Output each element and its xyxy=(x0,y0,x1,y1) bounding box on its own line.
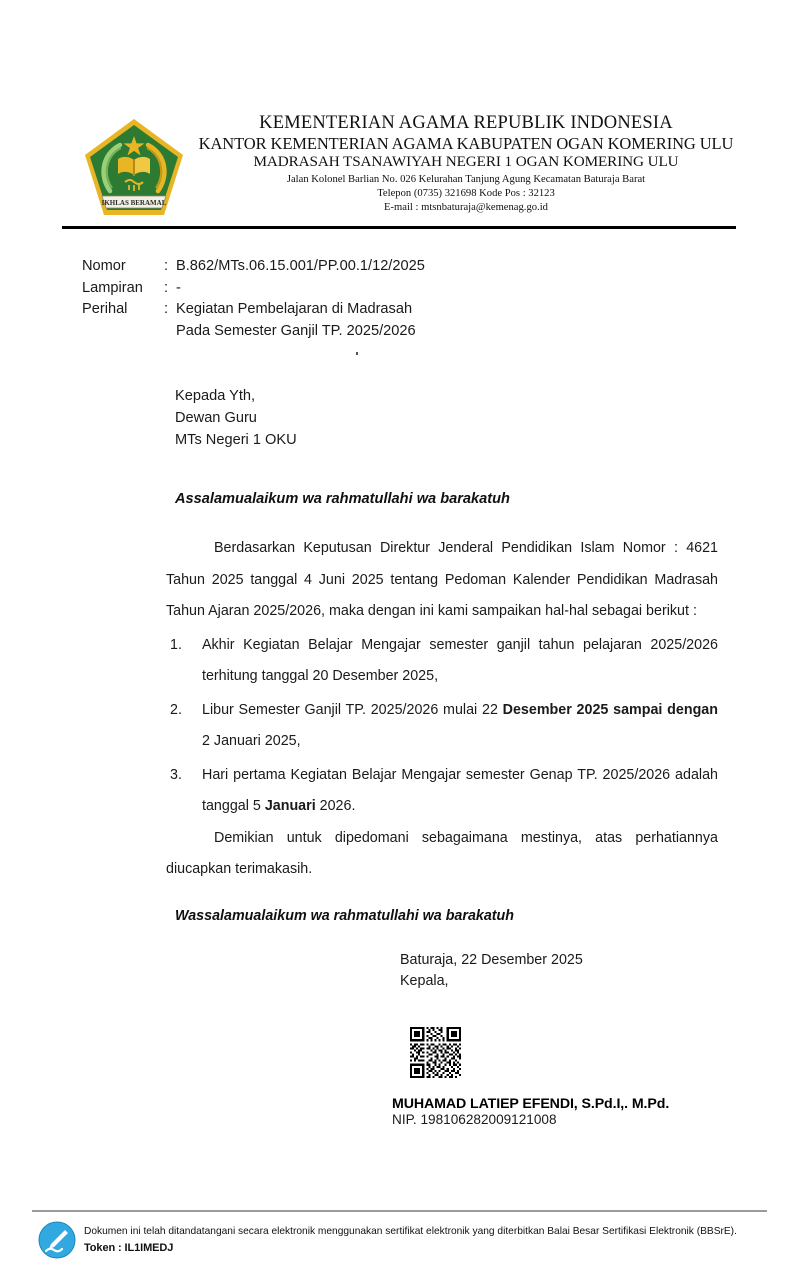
qr-code-icon xyxy=(410,1027,461,1078)
addressee-line-3: MTs Negeri 1 OKU xyxy=(175,432,297,448)
letterhead-phone: Telepon (0735) 321698 Kode Pos : 32123 xyxy=(377,188,555,199)
perihal-value: Kegiatan Pembelajaran di Madrasah xyxy=(176,301,413,317)
nomor-value: B.862/MTs.06.15.001/PP.00.1/12/2025 xyxy=(176,258,425,274)
list-item-text: Libur Semester Ganjil TP. 2025/2026 mulai 22 xyxy=(202,701,503,718)
esignature-badge xyxy=(38,1221,76,1259)
addressee-line-2: Dewan Guru xyxy=(175,410,257,426)
list-item-marker: 1. xyxy=(170,636,182,653)
letterhead-address: Jalan Kolonel Barlian No. 026 Kelurahan Tanjung Agung Kecamatan Baturaja Barat xyxy=(286,174,646,185)
perihal-label: Perihal xyxy=(82,301,128,317)
reference-row-perihal xyxy=(82,299,502,321)
footer-text-block xyxy=(84,1224,774,1256)
body-closing-paragraph: Demikian untuk dipedomani sebagaimana mestinya, atas perhatiannya diucapkan terimakasih. xyxy=(166,829,718,877)
reference-row-nomor xyxy=(82,256,502,278)
kemenag-logo-icon xyxy=(82,116,186,220)
letterhead-line-ministry: KEMENTERIAN AGAMA REPUBLIK INDONESIA xyxy=(259,113,673,133)
footer-divider xyxy=(32,1210,767,1212)
letterhead-text xyxy=(196,112,736,215)
list-item-marker: 3. xyxy=(170,766,182,783)
addressee-block xyxy=(175,385,297,451)
svg-text:IKHLAS BERAMAL: IKHLAS BERAMAL xyxy=(101,199,167,207)
list-item xyxy=(166,760,718,823)
letterhead-email: E-mail : mtsnbaturaja@kemenag.go.id xyxy=(384,202,548,213)
nomor-label: Nomor xyxy=(82,258,126,274)
footer-notice: Dokumen ini telah ditandatangani secara elektronik menggunakan sertifikat elektronik yang diterbitkan Balai Besar Sertifikasi Elektronik (BBSrE). xyxy=(84,1226,737,1237)
reference-row-lampiran xyxy=(82,278,502,300)
letterhead-line-office: KANTOR KEMENTERIAN AGAMA KABUPATEN OGAN KOMERING ULU xyxy=(198,134,734,153)
letterhead-divider xyxy=(62,226,736,229)
signatory-nip: NIP. 198106282009121008 xyxy=(392,1112,557,1127)
lampiran-colon: : xyxy=(164,279,169,296)
list-item xyxy=(166,630,718,693)
lampiran-label: Lampiran xyxy=(82,279,143,296)
closing-greeting: Wassalamualaikum wa rahmatullahi wa barakatuh xyxy=(175,908,515,924)
body-numbered-list xyxy=(166,630,718,823)
addressee-line-1: Kepada Yth, xyxy=(175,388,256,404)
signatory-name: MUHAMAD LATIEP EFENDI, S.Pd.I,. M.Pd. xyxy=(392,1096,670,1112)
signature-qr-code xyxy=(410,1027,461,1078)
footer-token: Token : IL1IMEDJ xyxy=(84,1242,174,1254)
signature-place-date: Baturaja, 22 Desember 2025 xyxy=(400,952,583,968)
list-item-text-bold: Desember 2025 sampai dengan xyxy=(502,701,718,718)
letterhead xyxy=(0,112,797,228)
electronic-signature-badge-icon xyxy=(38,1221,76,1259)
reference-block xyxy=(82,256,502,342)
list-item-text-after: 2026. xyxy=(315,798,356,814)
list-item-text: Hari pertama Kegiatan Belajar Mengajar semester Genap TP. 2025/2026 adalah tanggal 5 xyxy=(202,766,718,814)
kemenag-logo xyxy=(82,116,186,220)
signature-position: Kepala, xyxy=(400,973,449,989)
list-item-text-bold: Januari xyxy=(264,798,316,814)
list-item-marker: 2. xyxy=(170,701,182,718)
signature-place-block xyxy=(400,950,583,992)
list-item xyxy=(166,695,718,758)
nomor-colon: : xyxy=(164,258,169,274)
perihal-colon: : xyxy=(164,301,169,317)
body-intro-paragraph: Berdasarkan Keputusan Direktur Jenderal Pendidikan Islam Nomor : 4621 Tahun 2025 tanggal 4 Juni 2025 tentang Pedoman Kalender Pendidikan Madrasah Tahun Ajaran 2025/2026, maka dengan ini kami sampaikan hal-hal sebagai berikut : xyxy=(166,540,718,619)
opening-greeting: Assalamualaikum wa rahmatullahi wa barakatuh xyxy=(175,491,510,507)
list-item-text-after: 2 Januari 2025, xyxy=(202,733,301,749)
lampiran-value: - xyxy=(176,279,181,296)
perihal-value-continued: Pada Semester Ganjil TP. 2025/2026 xyxy=(176,322,416,339)
stray-dot-mark xyxy=(356,352,358,355)
letter-body xyxy=(166,533,718,886)
list-item-text: Akhir Kegiatan Belajar Mengajar semester ganjil tahun pelajaran 2025/2026 terhitung tanggal 20 Desember 2025, xyxy=(202,636,718,684)
letterhead-line-school: MADRASAH TSANAWIYAH NEGERI 1 OGAN KOMERING ULU xyxy=(253,153,679,170)
